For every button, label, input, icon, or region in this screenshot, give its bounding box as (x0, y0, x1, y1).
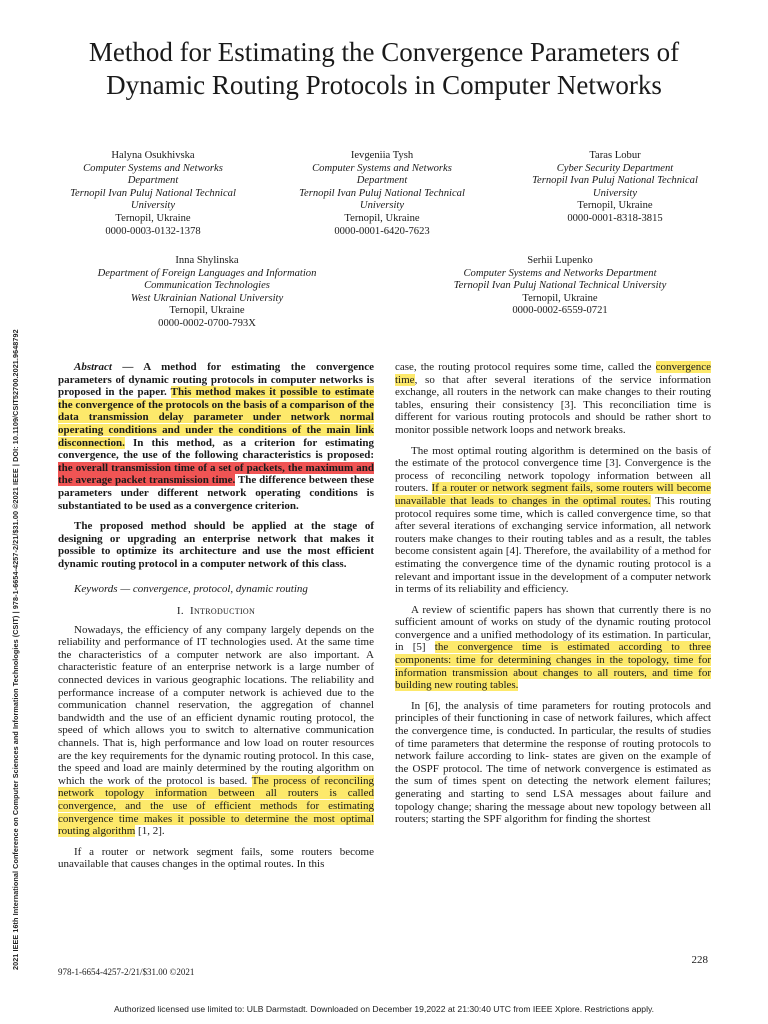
author-city: Ternopil, Ukraine (115, 212, 191, 224)
paper-title: Method for Estimating the Convergence Parameters of Dynamic Routing Protocols in Computer Networks (88, 37, 680, 100)
author-name: Ievgeniia Tysh (350, 150, 414, 161)
highlight: If a router or network segment fails, some routers will become unavailable that leads to changes in the optimal routes. (395, 482, 711, 507)
abstract-paragraph-2: The proposed method should be applied at the stage of designing or upgrading an enterprise network that makes it possible to optimize its architecture and use the most efficient dynamic routing protocol in a computer network of this class. (58, 520, 374, 570)
keywords: Keywords — convergence, protocol, dynamic routing (74, 582, 308, 595)
author-block-4 (82, 255, 332, 331)
author-city: Ternopil, Ukraine (577, 200, 653, 212)
author-orcid: 0000-0002-6559-0721 (512, 305, 608, 317)
author-name: Inna Shylinska (175, 255, 239, 266)
abstract-paragraph: Abstract — A method for estimating the convergence parameters of dynamic routing protocols in computer networks is proposed in the paper. This method makes it possible to estimate the convergence of the protocols on the basis of a comparison of the data transmission delay parameter under network normal operating conditions and under the conditions of the main link disconnection. In this method, as a criterion for estimating convergence, the use of the following characteristics is proposed: the overall transmission time of a set of packets, the maximum and the average packet transmission time. The difference between these parameters under different network operating conditions is substantiated to be used as a convergence criterion. (58, 361, 374, 512)
right-paragraph-3: A review of scientific papers has shown that currently there is no sufficient amount of works on study of the dynamic routing protocol convergence and a unified methodology of its estimation. In particular, in [5] the convergence time is estimated according to three components: time for determining changes in the topology, time for information transmission about changes to all routers, and time for building new routing tables. (395, 603, 711, 692)
license-footer: Authorized licensed use limited to: ULB Darmstadt. Downloaded on December 19,2022 at 21:30:40 UTC from IEEE Xplore. Restrictions apply. (113, 1004, 655, 1014)
sidebar-text: 2021 IEEE 16th International Conference on Computer Sciences and Information Technologies (CSIT) | 978-1-6654-4257-2/21/$31.00 ©2021 IEEE | DOI: 10.1109/CSIT52700.2021.9648792 (11, 329, 20, 970)
highlight: convergence time (395, 361, 711, 386)
author-org: Ternopil Ivan Puluj National Technical University (70, 187, 236, 212)
right-paragraph-1: case, the routing protocol requires some time, called the convergence time, so that after several iterations of the service information exchange, all routers in the network can make changes to their routing tables, ensuring their consistency [3]. This reconciliation time is different for various routing protocols and should be rather short to monitor possible network loops and network breaks. (395, 361, 711, 436)
intro-paragraph-2: If a router or network segment fails, some routers become unavailable that causes changes in the optimal routes. In this (58, 845, 374, 871)
author-dept: Cyber Security Department (556, 162, 674, 174)
section-heading: I. Introduction (176, 605, 256, 618)
author-dept: Computer Systems and Networks Department (312, 162, 452, 187)
author-name: Serhii Lupenko (527, 255, 593, 266)
author-org: Ternopil Ivan Puluj National Technical University (299, 187, 465, 212)
author-block-3 (520, 150, 710, 226)
author-city: Ternopil, Ukraine (169, 305, 245, 317)
author-block-5 (430, 255, 690, 318)
highlight-red: the overall transmission time of a set of packets, the maximum and the average packet transmission time. (58, 461, 374, 487)
highlight: The process of reconciling network topology information between all routers is called convergence, and the use of efficient methods for estimating convergence time makes it possible to determine the most optimal routing algorithm (58, 774, 375, 838)
copyright-notice: 978-1-6654-4257-2/21/$31.00 ©2021 (58, 967, 195, 977)
author-city: Ternopil, Ukraine (522, 292, 598, 304)
author-org: West Ukrainian National University (130, 292, 284, 304)
left-column (58, 361, 374, 879)
author-orcid: 0000-0001-6420-7623 (334, 225, 430, 237)
author-orcid: 0000-0003-0132-1378 (105, 225, 201, 237)
abstract-label: Abstract (74, 361, 112, 373)
right-paragraph-4: In [6], the analysis of time parameters for routing protocols and principles of their functioning in case of network failures, which affect the convergence time, is conducted. In particular, the results of studies of time parameters that determine the response of routing protocols to network failure according to link- states are given on the example of the OSPF protocol. The time of network convergence is estimated as the sum of times spent on detecting the network element failures; generating and starting to send LSA messages about failure and topology change; sharing the message about new topology between all routers; starting the SPF algorithm for finding the shortest (395, 699, 711, 826)
highlight: This method makes it possible to estimate the convergence of the protocols on the basis of a comparison of the data transmission delay parameter under network normal operating conditions and under the conditions of the main link disconnection. (58, 386, 374, 449)
author-orcid: 0000-0002-0700-793X (158, 317, 256, 329)
author-block-1 (58, 150, 248, 238)
author-dept: Department of Foreign Languages and Information Communication Technologies (97, 267, 317, 292)
author-city: Ternopil, Ukraine (344, 212, 420, 224)
author-dept: Computer Systems and Networks Department (83, 162, 223, 187)
author-org: Ternopil Ivan Puluj National Technical University (532, 175, 698, 199)
author-block-2 (287, 150, 477, 238)
conference-sidebar (11, 210, 25, 970)
author-name: Halyna Osukhivska (111, 150, 195, 161)
author-dept: Computer Systems and Networks Department (463, 267, 657, 279)
author-name: Taras Lobur (589, 150, 641, 161)
intro-paragraph-1: Nowadays, the efficiency of any company largely depends on the reliability and performance of IT technologies used. At the same time the characteristics of a computer network are also important. A characteristic feature of an enterprise network is a large number of connected devices in various geographic locations. The reliability and performance increase of a computer network is achieved due to the communication channel reservation, the aggregation of channel bandwidth and the use of an efficient dynamic routing protocol, the speed of which allows you to switch to alternative communication channels. That is, high performance and low load on router resources are the key requirements for the dynamic routing protocol. In this case, the speed and load are mainly determined by the routing algorithm on which the work of the protocol is based. The process of reconciling network topology information between all routers is called convergence, and the use of efficient methods for estimating convergence time makes it possible to determine the most optimal routing algorithm [1, 2]. (58, 623, 375, 838)
author-orcid: 0000-0001-8318-3815 (567, 212, 663, 224)
right-paragraph-2: The most optimal routing algorithm is determined on the basis of the estimate of the protocol convergence time [3]. Convergence is the process of reconciling network topology information between all routers. If a router or network segment fails, some routers will become unavailable that leads to changes in the optimal routes. This routing protocol requires some time, which is called convergence time, so that after several iterations of exchanging service information, all network routers make changes to their routing tables and as a result, the tables become consistent again [4]. Therefore, the availability of a method for estimating the convergence time of the dynamic routing protocol is a relevant and important issue in the development of a computer network in terms of its reliability and efficiency. (395, 444, 711, 596)
author-org: Ternopil Ivan Puluj National Technical University (453, 280, 667, 292)
right-column (395, 361, 711, 834)
highlight: the convergence time is estimated according to three components: time for determining changes in the topology, time for information transmission about changes to all routers, and time for building new routing tables. (395, 641, 711, 692)
page-number: 228 (691, 954, 708, 966)
